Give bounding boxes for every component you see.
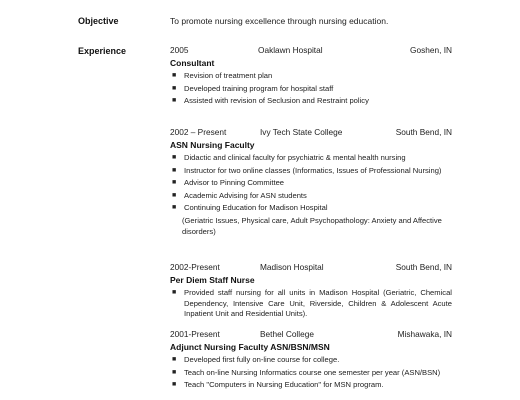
list-item: ■ Teach "Computers in Nursing Education" for MSN program. <box>172 380 384 389</box>
job-date: 2002-Present <box>170 262 220 272</box>
job-title: ASN Nursing Faculty <box>170 140 255 150</box>
list-item: ■ Revision of treatment plan <box>172 71 273 80</box>
list-item: ■ Assisted with revision of Seclusion and Restraint policy <box>172 96 369 105</box>
job-org: Madison Hospital <box>260 262 324 272</box>
job-org: Oaklawn Hospital <box>258 45 323 55</box>
job-title: Adjunct Nursing Faculty ASN/BSN/MSN <box>170 342 330 352</box>
list-item: ■ Developed first fully on-line course for college. <box>172 355 340 364</box>
bullet-icon: ■ <box>172 204 177 211</box>
bullet-icon: ■ <box>172 368 177 376</box>
experience-label: Experience <box>78 46 127 56</box>
job-bullets <box>170 153 452 214</box>
job-entry-bethel <box>170 329 452 393</box>
bullet-icon: ■ <box>172 84 177 92</box>
list-item: ■ Academic Advising for ASN students <box>172 190 307 200</box>
job-entry-oaklawn <box>170 45 452 109</box>
bullet-icon: ■ <box>172 381 177 388</box>
job-bullets <box>170 288 452 320</box>
job-date: 2005 <box>170 45 189 55</box>
job-bullets <box>170 71 452 107</box>
job-location: South Bend, IN <box>395 127 452 137</box>
job-entry-madison <box>170 262 452 322</box>
bullet-icon: ■ <box>172 154 177 161</box>
objective-label: Objective <box>78 16 119 26</box>
job-note: (Geriatric Issues, Physical care, Adult Psychopathology: Anxiety and Affective disorders) <box>182 215 442 236</box>
job-header <box>170 45 452 57</box>
list-item: ■ Developed training program for hospital staff <box>172 83 334 93</box>
job-org: Ivy Tech State College <box>260 127 343 137</box>
list-item: ■ Didactic and clinical faculty for psychiatric & mental health nursing <box>172 153 406 162</box>
list-item: ■ Teach on-line Nursing Informatics course one semester per year (ASN/BSN) <box>172 367 441 377</box>
job-header <box>170 262 452 274</box>
bullet-icon: ■ <box>172 356 177 363</box>
job-entry-ivytech <box>170 127 452 237</box>
list-item: ■ Advisor to Pinning Committee <box>172 178 285 187</box>
bullet-icon: ■ <box>172 289 177 296</box>
list-item: ■ Continuing Education for Madison Hospital <box>172 203 328 212</box>
job-location: Mishawaka, IN <box>397 329 452 339</box>
bullet-icon: ■ <box>172 179 177 186</box>
bullet-icon: ■ <box>172 97 177 104</box>
job-location: South Bend, IN <box>395 262 452 272</box>
job-header <box>170 329 452 341</box>
bullet-icon: ■ <box>172 72 177 79</box>
job-title: Consultant <box>170 58 215 68</box>
job-title: Per Diem Staff Nurse <box>170 275 255 285</box>
job-header <box>170 127 452 139</box>
list-item: ■ Instructor for two online classes (Informatics, Issues of Professional Nursing) <box>172 165 442 175</box>
objective-text: To promote nursing excellence through nursing education. <box>170 16 389 26</box>
job-date: 2001-Present <box>170 329 220 339</box>
job-org: Bethel College <box>260 329 314 339</box>
bullet-icon: ■ <box>172 191 177 199</box>
list-item: ■ Provided staff nursing for all units in Madison Hospital (Geriatric, Chemical Dependency, Intensive Care Unit, Riverside, Children & Adolescent Acute Inpatient Unit and Residential Units). <box>172 288 452 318</box>
job-date: 2002 – Present <box>170 127 227 137</box>
job-bullets <box>170 355 452 391</box>
bullet-icon: ■ <box>172 166 177 174</box>
job-location: Goshen, IN <box>410 45 452 55</box>
